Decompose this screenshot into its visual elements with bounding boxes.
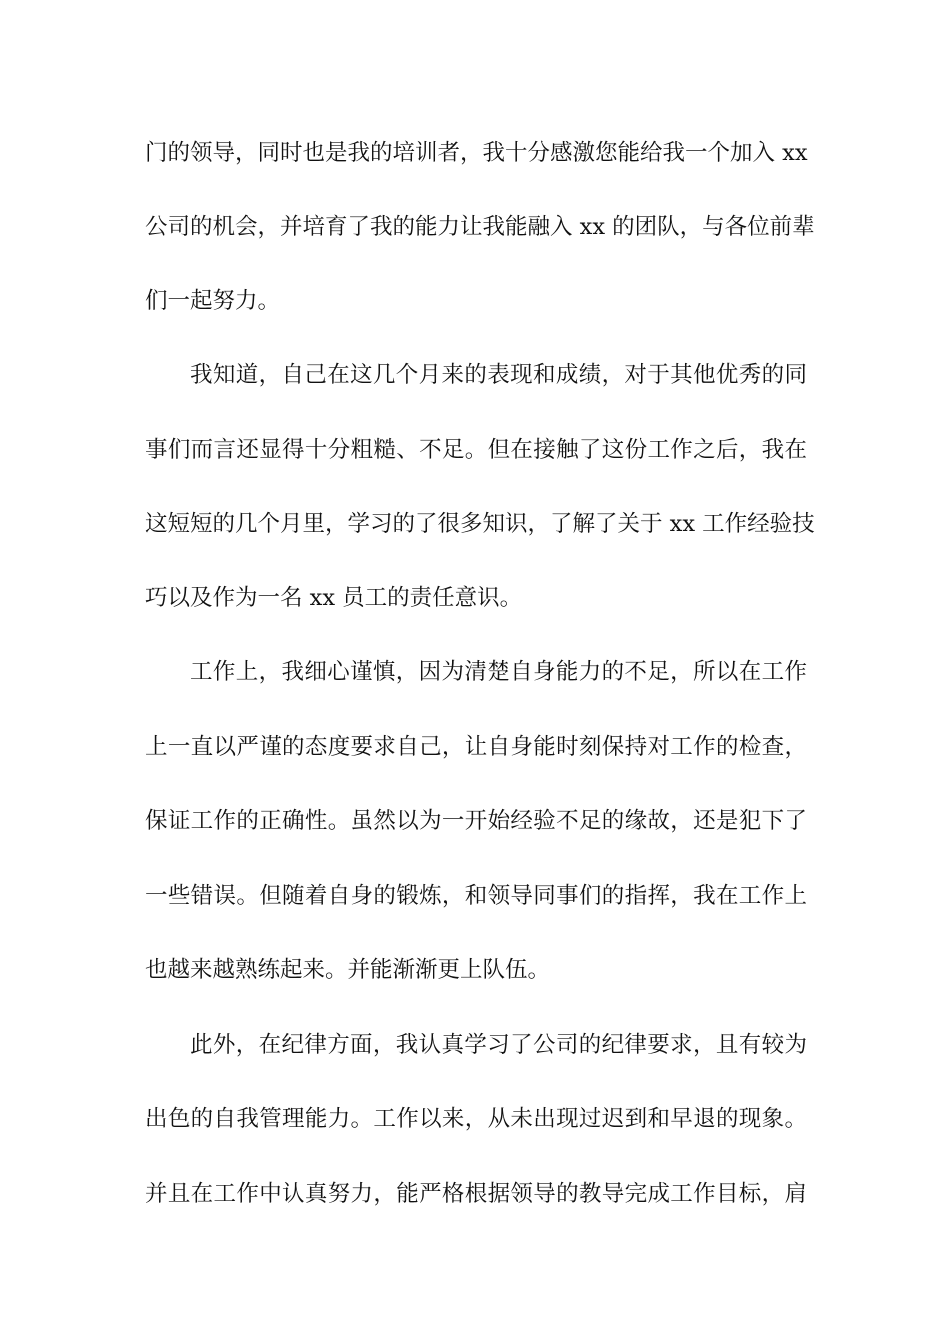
- text-line: 出色的自我管理能力。工作以来，从未出现过迟到和早退的现象。: [145, 1106, 807, 1132]
- text-line: 公司的机会，并培育了我的能力让我能融入 xx 的团队，与各位前辈: [145, 214, 815, 240]
- paragraph-first-line: 此外，在纪律方面，我认真学习了公司的纪律要求，且有较为: [190, 1032, 807, 1058]
- text-line: 也越来越熟练起来。并能渐渐更上队伍。: [145, 957, 551, 983]
- paragraph-first-line: 我知道，自己在这几个月来的表现和成绩，对于其他优秀的同: [190, 362, 807, 388]
- text-line: 一些错误。但随着自身的锻炼，和领导同事们的指挥，我在工作上: [145, 883, 807, 909]
- text-line: 并且在工作中认真努力，能严格根据领导的教导完成工作目标，肩: [145, 1181, 807, 1207]
- text-line: 这短短的几个月里，学习的了很多知识，了解了关于 xx 工作经验技: [145, 511, 815, 537]
- text-line: 保证工作的正确性。虽然以为一开始经验不足的缘故，还是犯下了: [145, 808, 807, 834]
- text-line: 事们而言还显得十分粗糙、不足。但在接触了这份工作之后，我在: [145, 437, 807, 463]
- text-line: 巧以及作为一名 xx 员工的责任意识。: [145, 585, 523, 611]
- text-line: 上一直以严谨的态度要求自己，让自身能时刻保持对工作的检查，: [145, 734, 807, 760]
- paragraph-first-line: 工作上，我细心谨慎，因为清楚自身能力的不足，所以在工作: [190, 659, 807, 685]
- text-line: 们一起努力。: [145, 288, 281, 314]
- text-line: 门的领导，同时也是我的培训者，我十分感激您能给我一个加入 xx: [145, 140, 808, 166]
